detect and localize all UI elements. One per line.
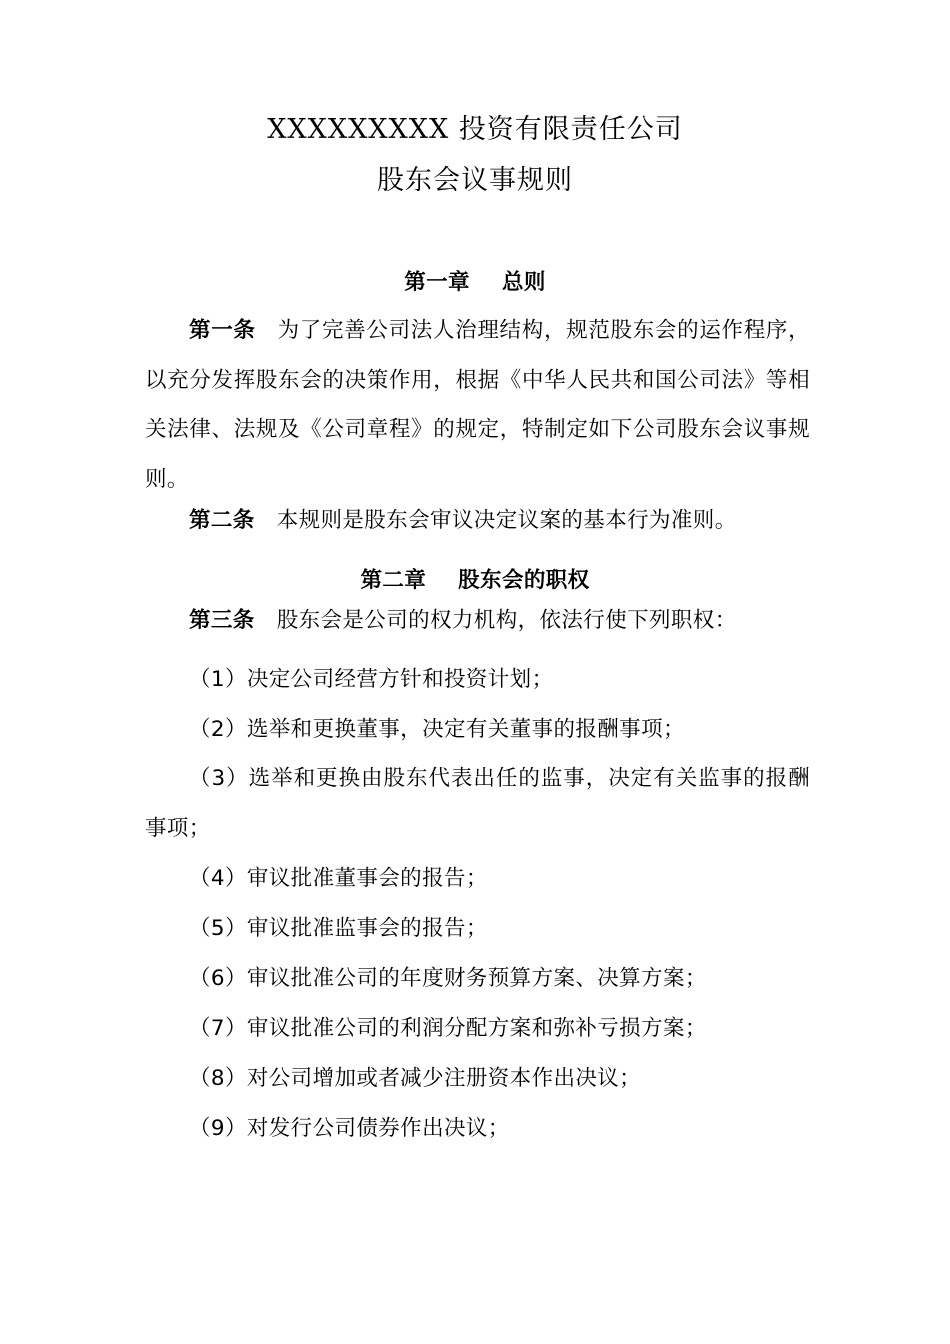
article-label: 第一条: [189, 318, 256, 343]
list-item: （7）审议批准公司的利润分配方案和弥补亏损方案；: [189, 1016, 707, 1041]
list-item: （2）选举和更换董事，决定有关董事的报酬事项；: [189, 717, 685, 742]
article-paragraph: [189, 506, 737, 536]
article-paragraph: [189, 606, 737, 636]
list-item: （8）对公司增加或者减少注册资本作出决议；: [189, 1066, 642, 1091]
article-label: 第二条: [189, 508, 255, 533]
list-item: （6）审议批准公司的年度财务预算方案、决算方案；: [189, 966, 707, 991]
list-item: （3）选举和更换由股东代表出任的监事，决定有关监事的报酬事项；: [145, 766, 810, 841]
article-text: 股东会是公司的权力机构，依法行使下列职权：: [276, 608, 737, 633]
article-label: 第三条: [189, 608, 255, 633]
document-title: 股东会议事规则: [377, 165, 573, 196]
article-paragraph: [145, 306, 810, 504]
chapter-number: 第一章: [404, 270, 470, 295]
list-item: （1）决定公司经营方针和投资计划；: [189, 667, 554, 692]
list-item: （9）对发行公司债券作出决议；: [189, 1116, 510, 1141]
chapter-name: 总则: [501, 270, 546, 295]
article-text: 为了完善公司法人治理结构，规范股东会的运作程序，以充分发挥股东会的决策作用，根据《中华人民共和国公司法》等相关法律、法规及《公司章程》的规定，特制定如下公司股东会议事规则。: [145, 318, 810, 492]
company-title: XXXXXXXXX 投资有限责任公司: [267, 114, 683, 145]
chapter-heading: [0, 268, 950, 298]
chapter-heading: [0, 566, 950, 596]
list-item: （5）审议批准监事会的报告；: [189, 916, 488, 941]
chapter-name: 股东会的职权: [458, 568, 590, 593]
chapter-number: 第二章: [360, 568, 427, 593]
list-item: （4）审议批准董事会的报告；: [189, 866, 488, 891]
article-text: 本规则是股东会审议决定议案的基本行为准则。: [276, 508, 737, 533]
